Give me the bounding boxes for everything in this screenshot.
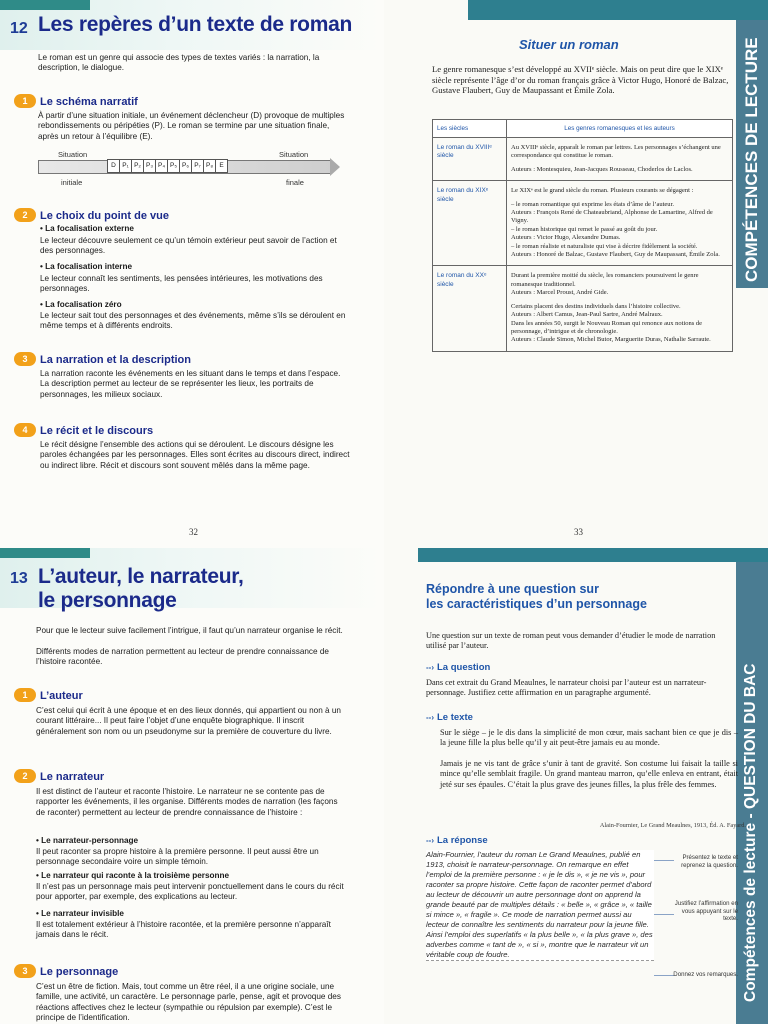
schema-cells bbox=[108, 159, 228, 173]
cell-paragraph: Au XVIIIᵉ siècle, apparaît le roman par lettres. Les personnages s’échangent une correspondance qui constitue le roman. bbox=[511, 144, 721, 160]
section-title: Le choix du point de vue bbox=[40, 210, 169, 222]
section-title: Le narrateur bbox=[40, 771, 105, 783]
table-row bbox=[433, 138, 733, 181]
cell-paragraph: Dans les années 50, surgit le Nouveau Roman qui renonce aux notions de personnage, d’intrigue et de chronologie. bbox=[511, 319, 703, 335]
chapter-title-line1: L’auteur, le narrateur, bbox=[38, 565, 244, 588]
page-35 bbox=[384, 548, 768, 1024]
margin-note: Justifiez l’affirmation en vous appuyant sur le texte. bbox=[674, 900, 738, 923]
chapter-number: 13 bbox=[10, 570, 28, 587]
intro-text: Différents modes de narration permettent au lecteur de prendre connaissance de l’histoire racontée. bbox=[36, 647, 329, 667]
table-row bbox=[433, 266, 733, 351]
section-number-badge: 1 bbox=[14, 688, 36, 702]
corner-band bbox=[418, 548, 768, 562]
section-heading bbox=[14, 208, 169, 222]
note-connector bbox=[654, 975, 674, 976]
section-text: Le récit désigne l’ensemble des actions qui se déroulent. Le discours désigne les paroles échangées par les personnages. Elles sont écrites au discours direct, indirect ou indirect libre. Récit et discours sont souvent mêlés dans la même page. bbox=[40, 440, 350, 470]
schema-label: Situation bbox=[58, 150, 88, 159]
question-label: La question bbox=[437, 662, 491, 673]
margin-note: Présentez le texte et reprenez la question. bbox=[681, 854, 738, 869]
section-title: La narration et la description bbox=[40, 354, 191, 366]
quote-source: Alain-Fournier, Le Grand Meaulnes, 1913, Éd. A. Fayard. bbox=[599, 822, 746, 829]
schema-cell: P₁ bbox=[119, 159, 132, 173]
section-heading bbox=[14, 94, 138, 108]
answer-heading bbox=[426, 835, 488, 846]
intro-text: Le genre romanesque s’est développé au XVIIᵉ siècle. Mais on peut dire que le XIXᵉ siècle représente l’âge d’or du roman français grâce à Victor Hugo, Honoré de Balzac, Gustave Flaubert, Guy de Maupassant et Émile Zola. bbox=[432, 64, 729, 96]
section-number-badge: 2 bbox=[14, 208, 36, 222]
note-connector bbox=[654, 860, 674, 861]
section-title: Le schéma narratif bbox=[40, 96, 138, 108]
cell-paragraph: Auteurs : Albert Camus, Jean-Paul Sartre, André Malraux. bbox=[511, 311, 663, 319]
intro-text: Une question sur un texte de roman peut vous demander d’étudier le mode de narration utilisé par l’auteur. bbox=[426, 631, 716, 651]
table-header: Les siècles bbox=[433, 120, 507, 138]
cell-paragraph: – le roman réaliste et naturaliste qui vise à décrire fidèlement la société. bbox=[511, 242, 698, 250]
bullet-text: Il peut raconter sa propre histoire à la première personne. Il peut aussi être un personnage secondaire voire un simple témoin. bbox=[36, 847, 319, 867]
page-title-line1: Répondre à une question sur bbox=[426, 582, 599, 596]
schema-cell: E bbox=[215, 159, 228, 173]
narrative-schema bbox=[38, 158, 340, 176]
intro-text: Le roman est un genre qui associe des types de textes variés : la narration, la description, le dialogue. bbox=[38, 53, 320, 73]
quote-paragraph: Jamais je ne vis tant de grâce s’unir à tant de gravité. Son costume lui faisait la taille si mince qu’elle semblait fragile. Un grand manteau marron, qu’elle enleva en entrant, était jeté sur ses épaules. C’était la plus grave des jeunes filles, la plus frêle des femmes. bbox=[440, 759, 738, 789]
section-number-badge: 3 bbox=[14, 352, 36, 366]
bullet-label: • La focalisation interne bbox=[40, 262, 132, 271]
cell-paragraph: Auteurs : Montesquieu, Jean-Jacques Rousseau, Choderlos de Laclos. bbox=[511, 165, 693, 173]
section-heading bbox=[14, 688, 83, 702]
section-text: Il est distinct de l’auteur et raconte l’histoire. Le narrateur ne se contente pas de rapporter les événements, il les organise. Différents modes de narration (les façons de raconter) permettent au lecteur de prendre connaissance de l’histoire : bbox=[36, 787, 338, 817]
section-title: L’auteur bbox=[40, 690, 83, 702]
section-number-badge: 2 bbox=[14, 769, 36, 783]
schema-cell: P₃ bbox=[143, 159, 156, 173]
century-cell: Le roman du XIXᵉ siècle bbox=[433, 181, 507, 266]
cell-paragraph: – le roman historique qui remet le passé au goût du jour. bbox=[511, 225, 658, 233]
section-heading bbox=[14, 769, 104, 783]
chapter-band bbox=[0, 0, 90, 10]
section-title: Le personnage bbox=[40, 966, 119, 978]
cell-paragraph: Durant la première moitié du siècle, les romanciers poursuivent le genre romanesque traditionnel. bbox=[511, 272, 699, 288]
bullet-label: • Le narrateur-personnage bbox=[36, 836, 138, 845]
corner-band bbox=[468, 0, 768, 20]
sidebar-band bbox=[736, 562, 768, 1024]
page-32 bbox=[0, 0, 384, 548]
intro-text: Pour que le lecteur suive facilement l’intrigue, il faut qu’un narrateur organise le récit. bbox=[36, 626, 343, 635]
bullet-text: Le lecteur découvre seulement ce qu’un témoin extérieur peut savoir de l’action et des personnages. bbox=[40, 236, 337, 256]
bullet-text: Il est totalement extérieur à l’histoire racontée, et la première personne n’apparaît jamais dans le récit. bbox=[36, 920, 331, 940]
arrow-icon: --› bbox=[426, 663, 434, 672]
chapter-number: 12 bbox=[10, 20, 28, 37]
quote-paragraph: Sur le siège – je le dis dans la simplicité de mon cœur, mais sachant bien ce que je dis – la jeune fille la plus belle qu’il y ait peut-être jamais eu au monde. bbox=[440, 728, 738, 748]
sidebar-label: Compétences de lecture - QUESTION DU BAC bbox=[742, 663, 759, 1002]
text-heading bbox=[426, 712, 473, 723]
section-text: À partir d’une situation initiale, un événement déclencheur (D) provoque de multiples rebondissements ou péripéties (P). Le roman se termine par une situation finale, après un retour à l’équilibre (E). bbox=[38, 111, 345, 141]
schema-cell: P₇ bbox=[191, 159, 204, 173]
page-title-line2: les caractéristiques d’un personnage bbox=[426, 597, 647, 611]
page-33 bbox=[384, 0, 768, 548]
section-text: C’est celui qui écrit à une époque et en des lieux donnés, qui appartient ou non à un courant littéraire... Il peut faire l’objet d’une enquête biographique. Il inscrit généralement son nom ou un pseudonyme sur la première de couverture du livre. bbox=[36, 706, 341, 736]
section-heading bbox=[14, 964, 118, 978]
bullet-text: Le lecteur sait tout des personnages et des événements, même s’ils se déroulent en même temps et à différents endroits. bbox=[40, 311, 346, 331]
arrow-icon: --› bbox=[426, 836, 434, 845]
section-number-badge: 3 bbox=[14, 964, 36, 978]
schema-cell: D bbox=[107, 159, 120, 173]
bullet-label: • La focalisation externe bbox=[40, 224, 134, 233]
bullet-label: • La focalisation zéro bbox=[40, 300, 122, 309]
chapter-band bbox=[0, 548, 90, 558]
chapter-title: Les repères d’un texte de roman bbox=[38, 13, 352, 36]
schema-cell: P₆ bbox=[179, 159, 192, 173]
answer-text: Alain-Fournier, l’auteur du roman Le Grand Meaulnes, publié en 1913, choisit le narrateur-personnage. On remarque en effet l’emploi de la première personne : « je le dis », « je ne vis », pour raconter sa propre histoire. Cette façon de raconter permet d’abord au lecteur de découvrir un autre personnage dont on apprend la grande beauté par de multiples détails : « belle », « grâce », « taille si mince », « fragile ». Ce mode de narration permet aussi au lecteur de connaître les sentiments du narrateur pour la jeune fille. Ainsi l’emploi des superlatifs « la plus belle », « la plus grave », des adverbes comme « tant de », « si », montre que le narrateur vit un véritable coup de foudre. bbox=[426, 850, 653, 959]
authors-cell bbox=[507, 181, 733, 266]
section-heading bbox=[14, 423, 153, 437]
answer-label: La réponse bbox=[437, 835, 488, 846]
cell-paragraph: Auteurs : François René de Chateaubriand, Alphonse de Lamartine, Alfred de Vigny. bbox=[511, 209, 713, 225]
section-title: Le récit et le discours bbox=[40, 425, 154, 437]
cell-paragraph: Auteurs : Marcel Proust, André Gide. bbox=[511, 289, 609, 297]
section-text: La narration raconte les événements en les situant dans le temps et dans l’espace. La description permet au lecteur de se représenter les lieux, les portraits de personnages, les milieux sociaux. bbox=[40, 369, 341, 399]
page-number: 33 bbox=[574, 527, 583, 537]
sidebar-band bbox=[736, 20, 768, 288]
schema-cell: P₄ bbox=[155, 159, 168, 173]
cell-paragraph: – le roman romantique qui exprime les états d’âme de l’auteur. bbox=[511, 200, 674, 208]
bullet-label: • Le narrateur invisible bbox=[36, 909, 124, 918]
century-cell: Le roman du XXᵉ siècle bbox=[433, 266, 507, 351]
cell-paragraph: Auteurs : Claude Simon, Michel Butor, Marguerite Duras, Nathalie Sarraute. bbox=[511, 336, 711, 344]
cell-paragraph: Auteurs : Honoré de Balzac, Gustave Flaubert, Guy de Maupassant, Émile Zola. bbox=[511, 251, 720, 259]
section-number-badge: 4 bbox=[14, 423, 36, 437]
page-34 bbox=[0, 548, 384, 1024]
cell-paragraph: Auteurs : Victor Hugo, Alexandre Dumas. bbox=[511, 234, 621, 242]
section-number-badge: 1 bbox=[14, 94, 36, 108]
schema-label: Situation bbox=[279, 150, 309, 159]
sidebar-label: COMPÉTENCES DE LECTURE bbox=[742, 37, 761, 282]
cell-paragraph: Le XIXᵉ est le grand siècle du roman. Plusieurs courants se dégagent : bbox=[511, 187, 694, 195]
bullet-text: Il n’est pas un personnage mais peut intervenir ponctuellement dans le cours du récit pour apporter, par exemple, des explications au lecteur. bbox=[36, 882, 344, 902]
question-heading bbox=[426, 662, 490, 673]
authors-cell bbox=[507, 138, 733, 181]
question-text: Dans cet extrait du Grand Meaulnes, le narrateur choisi par l’auteur est un narrateur-personnage. Justifiez cette affirmation en un paragraphe argumenté. bbox=[426, 678, 707, 698]
note-connector bbox=[654, 914, 674, 915]
bullet-text: Le lecteur connaît les sentiments, les pensées intérieures, les motivations des personnages. bbox=[40, 274, 323, 294]
page-title: Situer un roman bbox=[519, 37, 619, 52]
section-heading bbox=[14, 352, 191, 366]
schema-label: initiale bbox=[61, 178, 83, 187]
table-header-row bbox=[433, 120, 733, 138]
section-text: C’est un être de fiction. Mais, tout comme un être réel, il a une origine sociale, une famille, une activité, un caractère. Le personnage parle, pense, agit et provoque des réactions affectives chez le lecteur (sympathie ou répulsion par exemple). C’est le principe de l’identification. bbox=[36, 982, 341, 1022]
table-row bbox=[433, 181, 733, 266]
schema-arrow-icon bbox=[330, 158, 340, 176]
genres-table bbox=[432, 119, 733, 352]
margin-note: Donnez vos remarques. bbox=[673, 971, 738, 978]
bullet-label: • Le narrateur qui raconte à la troisième personne bbox=[36, 871, 229, 880]
chapter-title-line2: le personnage bbox=[38, 589, 177, 612]
schema-cell: P₅ bbox=[167, 159, 180, 173]
table-header: Les genres romanesques et les auteurs bbox=[507, 120, 733, 138]
schema-cell: P₂ bbox=[131, 159, 144, 173]
schema-label: finale bbox=[286, 178, 304, 187]
text-label: Le texte bbox=[437, 712, 473, 723]
cell-paragraph: Certains placent des destins individuels dans l’histoire collective. bbox=[511, 302, 681, 310]
schema-cell: P₈ bbox=[203, 159, 216, 173]
page-number: 32 bbox=[189, 527, 198, 537]
arrow-icon: --› bbox=[426, 713, 434, 722]
century-cell: Le roman du XVIIIᵉ siècle bbox=[433, 138, 507, 181]
authors-cell bbox=[507, 266, 733, 351]
